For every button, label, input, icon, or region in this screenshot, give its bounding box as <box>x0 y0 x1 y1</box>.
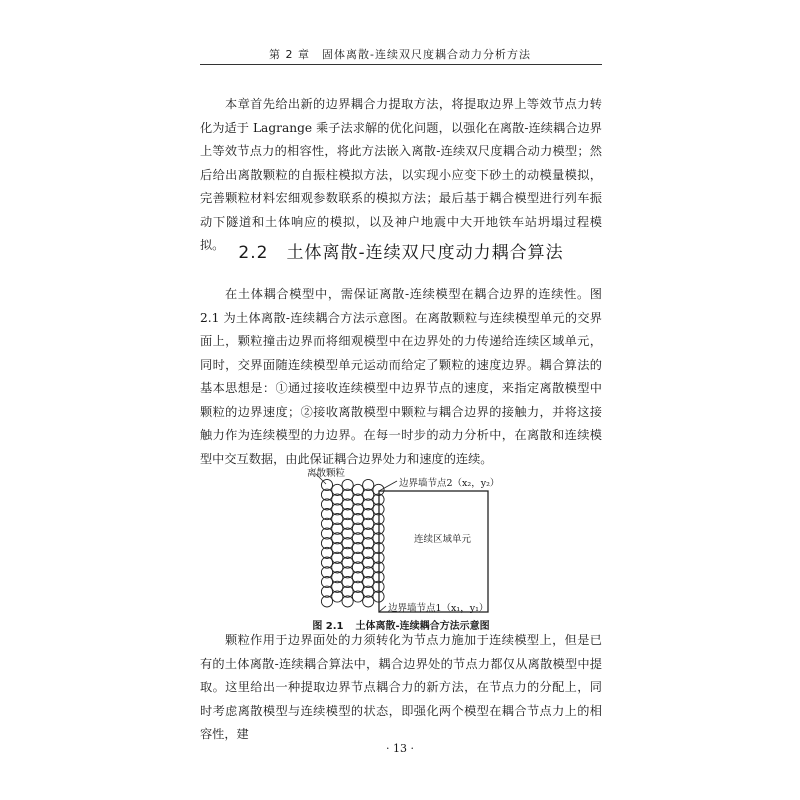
running-head: 第 2 章 固体离散-连续双尺度耦合动力分析方法 <box>269 48 531 61</box>
section-title: 土体离散-连续双尺度动力耦合算法 <box>286 243 564 263</box>
label-boundary-node-1: 边界墙节点1（x₁，y₁） <box>388 603 489 614</box>
section-heading <box>200 238 602 263</box>
label-continuum-region: 连续区域单元 <box>414 534 472 545</box>
label-boundary-node-2: 边界墙节点2（x₂，y₂） <box>399 478 500 489</box>
header-rule <box>200 64 602 65</box>
figure-caption-text: 土体离散-连续耦合方法示意图 <box>355 621 490 632</box>
label-discrete-particles: 离散颗粒 <box>307 468 346 479</box>
page-number: · 13 · <box>386 742 414 755</box>
paragraph-extraction: 颗粒作用于边界面处的力须转化为节点力施加于连续模型上，但是已有的土体离散-连续耦合算法中，耦合边界处的节点力都仅从离散模型中提取。这里给出一种提取边界节点耦合力的新方法，在节点力的分配上，同时考虑离散模型与连续模型的状态，即强化两个模型在耦合节点力上的相容性，建 <box>200 633 602 741</box>
paragraph-coupling: 在土体耦合模型中，需保证离散-连续模型在耦合边界的连续性。图 2.1 为土体离散-连续耦合方法示意图。在离散颗粒与连续模型单元的交界面上，颗粒撞击边界而将细观模型中在边界处的力传递给连续区域单元，同时，交界面随连续模型单元运动而给定了颗粒的速度边界。耦合算法的基本思想是：①通过接收连续模型中边界节点的速度，来指定离散模型中颗粒的边界速度；②接收离散模型中颗粒与耦合边界的接触力，并将这接触力作为连续模型的力边界。在每一时步的动力分析中，在离散和连续模型中交互数据，由此保证耦合边界处力和速度的连续。 <box>200 287 602 466</box>
continuum-region-box <box>379 491 488 612</box>
figure-caption-number: 图 2.1 <box>312 621 344 632</box>
node2-leader-line <box>379 481 397 491</box>
node1-leader-line <box>379 606 386 612</box>
paragraph-intro: 本章首先给出新的边界耦合力提取方法，将提取边界上等效节点力转化为适于 Lagrange 乘子法求解的优化问题，以强化在离散-连续耦合边界上等效节点力的相容性，将此方法嵌入离散-连续双尺度耦合动力模型；然后给出离散颗粒的自振柱模拟方法，以实现小应变下砂土的动模量模拟，完善颗粒材料宏细观参数联系的模拟方法；最后基于耦合模型进行列车振动下隧道和土体响应的模拟，以及神户地震中大开地铁车站坍塌过程模拟。 <box>200 97 602 252</box>
particle-assembly <box>321 479 384 607</box>
figure-coupling-diagram <box>280 458 520 628</box>
section-number: 2.2 <box>238 243 269 263</box>
